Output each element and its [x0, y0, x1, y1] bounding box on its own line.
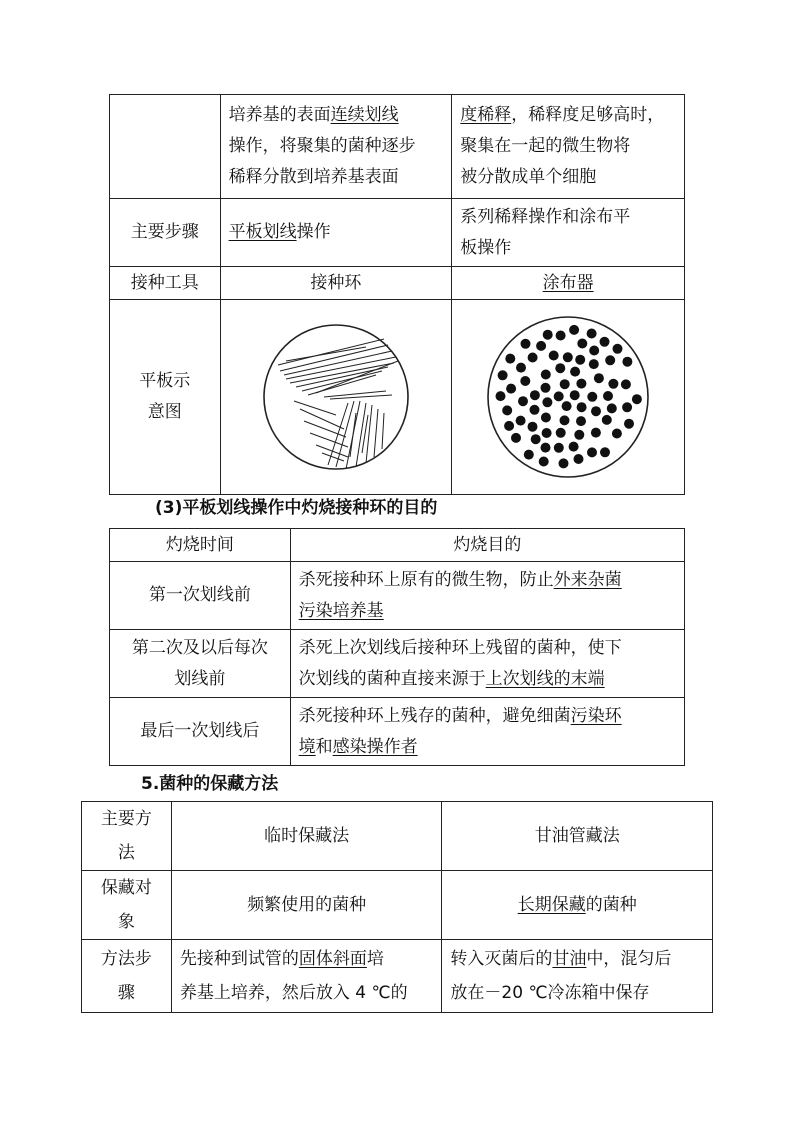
text-segment: 杀死上次划线后接种环上残留的菌种，使下: [298, 637, 622, 658]
colony-dot: [554, 443, 564, 453]
colony-dot: [574, 454, 584, 464]
table-row: [82, 871, 713, 940]
underlined-answer: 固体斜面: [298, 949, 367, 969]
colony-dot: [632, 394, 642, 404]
text-line: [229, 131, 446, 162]
table-row: [110, 630, 685, 698]
petri-dish-outline: [488, 317, 648, 477]
text-line: 最后一次划线后: [140, 721, 260, 741]
text-segment: 操作: [296, 222, 331, 242]
underlined-answer: 连续划线: [330, 105, 399, 125]
text-segment: 放在－20 ℃冷冻箱中保存: [450, 983, 650, 1003]
text-segment: 次划线的菌种直接来源于: [298, 668, 486, 689]
colony-dot: [542, 428, 552, 438]
colony-dot: [543, 330, 553, 340]
underlined-answer: 外来杂菌: [553, 569, 622, 590]
row-label-steps: [82, 940, 172, 1013]
flame-purpose-cell: [290, 698, 684, 766]
colony-dot: [624, 419, 634, 429]
table-row: [110, 199, 685, 267]
colony-dot: [549, 351, 559, 361]
colony-dot: [589, 359, 599, 369]
underlined-answer: 长期保藏: [517, 895, 586, 915]
text-segment: 稀释分散到培养基表面: [228, 167, 399, 187]
text-segment: 中，混匀后: [586, 949, 672, 969]
streak-line: [350, 413, 356, 457]
table-cell: [442, 940, 713, 1013]
petri-dish-outline: [264, 325, 408, 469]
colony-dot: [556, 331, 566, 341]
streak-line: [294, 401, 336, 415]
spread-plate-cell: [452, 300, 685, 495]
label-line: 意图: [147, 402, 182, 422]
text-line: 保藏对: [100, 878, 152, 898]
text-line: [450, 976, 706, 1010]
text-line: [229, 100, 446, 131]
text-line: 第二次及以后每次: [131, 637, 268, 658]
colony-dot: [622, 402, 632, 412]
text-line: 划线前: [174, 668, 226, 689]
streak-line: [374, 409, 378, 457]
preservation-table: [81, 801, 713, 1013]
text-line: [450, 942, 706, 976]
streak-plate-diagram: [256, 317, 416, 477]
text-segment: 培: [366, 949, 384, 969]
text-line: [460, 202, 678, 233]
colony-dot: [506, 384, 516, 394]
colony-dot: [518, 396, 528, 406]
underlined-answer: 上次划线的末端: [485, 668, 605, 689]
colony-dot: [541, 383, 551, 393]
streak-line: [284, 351, 392, 375]
colony-dot: [609, 379, 619, 389]
colony-dot: [560, 379, 570, 389]
text-line: 骤: [117, 983, 135, 1003]
text-line: 主要方: [100, 809, 152, 829]
table-cell: [171, 871, 442, 940]
streak-line: [300, 409, 344, 429]
colony-dot: [530, 405, 540, 415]
colony-dot: [623, 357, 633, 367]
header-flame-time: 灼烧时间: [110, 529, 291, 562]
text-line: [299, 596, 678, 627]
colony-dot: [587, 447, 597, 457]
colony-dot: [600, 447, 610, 457]
row-label-main-steps: 主要步骤: [110, 199, 221, 267]
colony-dot: [560, 415, 570, 425]
streak-line: [316, 445, 348, 457]
streak-line: [316, 361, 398, 393]
colony-dot: [541, 413, 551, 423]
text-line: [180, 942, 436, 976]
colony-dot: [528, 422, 538, 432]
flame-purpose-cell: [290, 630, 684, 698]
text-segment: 板操作: [460, 237, 512, 258]
text-line: [460, 100, 678, 131]
streak-line: [366, 405, 372, 463]
text-segment: 系列稀释操作和涂布平: [460, 206, 631, 227]
colony-dot: [594, 373, 604, 383]
colony-dot: [530, 390, 540, 400]
streak-line: [382, 413, 384, 449]
table-cell: [220, 95, 452, 199]
text-line: [299, 664, 678, 695]
colony-dot: [516, 416, 526, 426]
colony-dot: [576, 416, 586, 426]
colony-dot: [516, 363, 526, 373]
colony-dot: [531, 434, 541, 444]
streak-line: [286, 347, 366, 361]
label-line: 平板示: [139, 371, 191, 391]
colony-dot: [541, 443, 551, 453]
colony-dot: [569, 325, 579, 335]
text-line: 象: [117, 912, 135, 932]
text-line: 第一次划线前: [148, 585, 251, 605]
table-cell: [110, 95, 221, 199]
streak-line: [302, 371, 382, 391]
underlined-answer: 度稀释: [460, 105, 512, 125]
colony-dot: [613, 344, 623, 354]
streak-line: [278, 339, 384, 365]
table-row: [110, 267, 685, 300]
colony-dot: [496, 391, 506, 401]
text-line: [299, 732, 678, 763]
table-cell: [171, 940, 442, 1013]
row-label-method: [82, 802, 172, 871]
colony-dot: [569, 442, 579, 452]
table-row: [110, 529, 685, 562]
text-segment: 频繁使用的菌种: [247, 895, 367, 915]
colony-dot: [577, 379, 587, 389]
colony-dot: [556, 428, 566, 438]
text-segment: 的菌种: [585, 895, 637, 915]
underlined-answer: 甘油: [552, 949, 587, 969]
colony-dot: [602, 415, 612, 425]
text-line: [180, 976, 436, 1010]
colony-dot: [603, 391, 613, 401]
colony-dot: [502, 405, 512, 415]
table-cell: [452, 95, 685, 199]
text-line: 方法步: [100, 949, 152, 969]
spread-plate-diagram: [483, 312, 653, 482]
colony-dot: [520, 376, 530, 386]
underlined-answer: 平板划线: [228, 222, 297, 242]
colony-dot: [543, 397, 553, 407]
colony-dot: [505, 354, 515, 364]
text-segment: 养基上培养，然后放入 4 ℃的: [179, 983, 408, 1003]
colony-dot: [504, 421, 514, 431]
text-segment: 转入灭菌后的: [450, 949, 553, 969]
text-segment: ，稀释度足够高时，: [511, 105, 665, 125]
colony-dot: [605, 355, 615, 365]
text-line: [229, 162, 446, 193]
text-segment: 操作，将聚集的菌种逐步: [228, 136, 416, 156]
section-heading-5: 5.菌种的保藏方法: [141, 774, 279, 794]
colony-dot: [589, 346, 599, 356]
text-line: [460, 131, 678, 162]
colony-dot: [570, 367, 580, 377]
streak-line: [290, 363, 394, 383]
tool-spreader: 涂布器: [452, 267, 685, 300]
table-row: [110, 95, 685, 199]
row-label-object: [82, 871, 172, 940]
colony-dot: [587, 329, 597, 339]
streak-plate-cell: [220, 300, 452, 495]
flame-time-cell: [110, 562, 291, 630]
flame-time-cell: [110, 630, 291, 698]
tool-inoculating-loop: 接种环: [220, 267, 452, 300]
table-cell: [452, 199, 685, 267]
text-line: [299, 701, 678, 732]
underlined-answer: 感染操作者: [332, 736, 418, 757]
text-line: 法: [117, 843, 135, 863]
colony-dot: [528, 353, 538, 363]
text-line: [460, 162, 678, 193]
colony-dot: [591, 428, 601, 438]
table-row: [110, 562, 685, 630]
colony-dot: [607, 403, 617, 413]
colony-dot: [521, 339, 531, 349]
header-temporary: 临时保藏法: [171, 802, 442, 871]
text-segment: 被分散成单个细胞: [460, 167, 597, 187]
text-line: [299, 565, 678, 596]
colony-dot: [498, 370, 508, 380]
colony-dot: [575, 355, 585, 365]
text-segment: 杀死接种环上残存的菌种，避免细菌: [298, 705, 571, 726]
text-line: [229, 217, 446, 248]
header-flame-purpose: 灼烧目的: [290, 529, 684, 562]
culture-method-table: [109, 94, 685, 495]
colony-dot: [562, 401, 572, 411]
colony-dot: [587, 392, 597, 402]
flame-time-cell: [110, 698, 291, 766]
table-row: [82, 802, 713, 871]
colony-dot: [554, 391, 564, 401]
colony-dot: [577, 339, 587, 349]
colony-dot: [577, 402, 587, 412]
table-cell: [442, 871, 713, 940]
text-segment: 培养基的表面: [228, 105, 331, 125]
text-segment: 先接种到试管的: [179, 949, 299, 969]
colony-dot: [511, 433, 521, 443]
underlined-answer: 污染环: [570, 705, 622, 726]
colony-dot: [555, 363, 565, 373]
row-label-tool: 接种工具: [110, 267, 221, 300]
text-segment: 聚集在一起的微生物将: [460, 136, 631, 156]
row-label-diagram: [110, 300, 221, 495]
colony-dot: [612, 429, 622, 439]
colony-dot: [574, 430, 584, 440]
colony-dot: [591, 406, 601, 416]
colony-dot: [563, 352, 573, 362]
flaming-purpose-table: [109, 528, 685, 766]
table-row: [110, 300, 685, 495]
colony-dot: [536, 341, 546, 351]
colony-dot: [524, 450, 534, 460]
text-segment: 杀死接种环上原有的微生物，防止: [298, 569, 554, 590]
table-cell: [220, 199, 452, 267]
colony-dot: [559, 458, 569, 468]
table-row: [82, 940, 713, 1013]
text-line: [299, 633, 678, 664]
text-line: [460, 233, 678, 264]
table-row: [110, 698, 685, 766]
section-heading-3: (3)平板划线操作中灼烧接种环的目的: [155, 498, 438, 518]
underlined-answer: 污染培养基: [298, 600, 384, 621]
header-glycerol: 甘油管藏法: [442, 802, 713, 871]
colony-dot: [541, 370, 551, 380]
colony-dot: [570, 390, 580, 400]
text-segment: 和: [315, 736, 333, 757]
colony-dot: [621, 379, 631, 389]
flame-purpose-cell: [290, 562, 684, 630]
underlined-answer: 境: [298, 736, 316, 757]
colony-dot: [539, 457, 549, 467]
colony-dot: [600, 337, 610, 347]
